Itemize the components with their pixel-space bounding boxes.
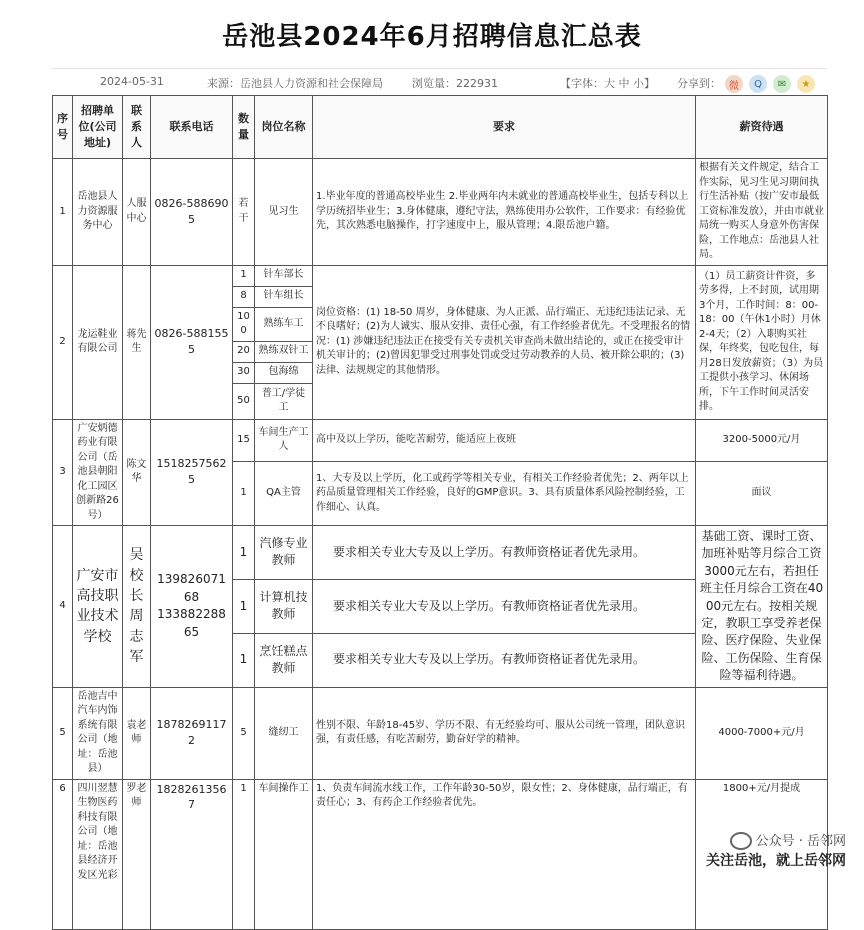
header-company: 招聘单位(公司地址): [73, 96, 123, 159]
position-name: 包海绵: [255, 362, 313, 383]
salary-text: 基础工资、课时工资、加班补贴等月综合工资3000元左右，若担任班主任月综合工资在4000元左右。按相关规定，教职工享受养老保险、医疗保险、失业保险、工伤保险、生育保险等福利待遇。: [696, 526, 828, 688]
requirement-text: 岗位资格：(1) 18-50 周岁，身体健康、为人正派、品行端正、无违纪违法记录、无不良嗜好；(2)为人诚实、服从安排、责任心强，有工作经验者优先。不受理报名的情况：(1) 涉嫌违纪违法正在接受有关专责机关审查尚未做出结论的，或正在接受审计机关审计的；(2)曾因犯罪受过刑事处罚或受过劳动教养的人员、被开除公职的；(3)法律、法规规定的其他情形。: [313, 265, 696, 419]
header-salary: 薪资待遇: [696, 96, 828, 159]
company-name: 四川翌慧生物医药科技有限公司（地址：岳池县经济开发区光彩: [73, 779, 123, 929]
position-count: 1: [233, 633, 255, 687]
requirement-text: 1、大专及以上学历，化工或药学等相关专业，有相关工作经验者优先；2、两年以上药品质量管理相关工作经验，良好的GMP意识。3、具有质量体系风险控制经验，工作细心、认真。: [313, 462, 696, 526]
salary-text: （1）员工薪资计件资，多劳多得，上不封顶，试用期3个月，工作时间：8：00-18：00（午休1小时）月休2-4天；（2）入职购买社保，年终奖，包吃包住，每月28日发放薪资；（3）为员工提供小孩学习、休闲场所，下午工作时间灵活安排。: [696, 265, 828, 419]
wechat-icon[interactable]: ✉: [773, 75, 791, 93]
source-text: 来源：岳池县人力资源和社会保障局: [207, 77, 383, 90]
watermark: [706, 830, 846, 871]
position-name: 熟练双针工: [255, 341, 313, 362]
contact-person: 蒋先生: [123, 265, 151, 419]
table-row: [53, 526, 828, 580]
requirement-text: 要求相关专业大专及以上学历。有教师资格证者优先录用。: [313, 526, 696, 580]
salary-text: 面议: [696, 462, 828, 526]
position-count: 5: [233, 687, 255, 779]
wechat-official-account-icon: [730, 832, 752, 850]
contact-phone: 18282613567: [151, 779, 233, 929]
position-name: 针车组长: [255, 286, 313, 307]
contact-phone: [151, 526, 233, 688]
header-contact: 联系人: [123, 96, 151, 159]
position-count: 1: [233, 462, 255, 526]
contact-phone: 15182575625: [151, 419, 233, 526]
position-count: 100: [233, 307, 255, 341]
position-name: 熟练车工: [255, 307, 313, 341]
position-name: 车间生产工人: [255, 419, 313, 462]
position-name: 汽修专业教师: [255, 526, 313, 580]
row-no: 2: [53, 265, 73, 419]
contact-person: 人服中心: [123, 159, 151, 266]
row-no: 4: [53, 526, 73, 688]
position-name: 普工/学徒工: [255, 383, 313, 419]
requirement-text: 高中及以上学历，能吃苦耐劳，能适应上夜班: [313, 419, 696, 462]
position-count: 30: [233, 362, 255, 383]
position-count: 若干: [233, 159, 255, 266]
position-name: 见习生: [255, 159, 313, 266]
position-name: 针车部长: [255, 265, 313, 286]
table-row: [53, 419, 828, 462]
salary-text: 1800+元/月提成: [696, 779, 828, 929]
contact-person: 陈文华: [123, 419, 151, 526]
position-count: 8: [233, 286, 255, 307]
publish-date: 2024-05-31: [100, 75, 164, 88]
position-name: QA主管: [255, 462, 313, 526]
share-label: 分享到：: [677, 77, 721, 90]
position-count: 1: [233, 265, 255, 286]
requirement-text: 要求相关专业大专及以上学历。有教师资格证者优先录用。: [313, 633, 696, 687]
font-size-selector[interactable]: 【字体：大 中 小】: [560, 77, 655, 90]
watermark-line-1: 公众号 · 岳邻网: [706, 830, 846, 851]
company-name: 广安市高技职业技术学校: [73, 526, 123, 688]
position-name: 计算机技教师: [255, 579, 313, 633]
position-count: 20: [233, 341, 255, 362]
contact-phone-2: 13388228865: [157, 607, 226, 639]
row-no: 1: [53, 159, 73, 266]
table-row: [53, 265, 828, 286]
contact-phone: 0826-5881555: [151, 265, 233, 419]
table-row: [53, 687, 828, 779]
favorite-icon[interactable]: ★: [797, 75, 815, 93]
table-row: [53, 159, 828, 266]
position-name: 缝纫工: [255, 687, 313, 779]
contact-person: 吴校长周志军: [123, 526, 151, 688]
header-no: 序号: [53, 96, 73, 159]
page-title: 岳池县2024年6月招聘信息汇总表: [222, 22, 642, 52]
position-count: 1: [233, 579, 255, 633]
requirement-text: 性别不限、年龄18-45岁、学历不限、有无经验均可、服从公司统一管理，团队意识强，有责任感，有吃苦耐劳，勤奋好学的精神。: [313, 687, 696, 779]
requirement-text: 1、负责车间流水线工作，工作年龄30-50岁，限女性；2、身体健康，品行端正，有责任心；3、有药企工作经验者优先。: [313, 779, 696, 929]
contact-phone-1: 13982607168: [157, 572, 226, 604]
company-name: 龙运鞋业有限公司: [73, 265, 123, 419]
requirement-text: 1.毕业年度的普通高校毕业生 2.毕业两年内未就业的普通高校毕业生，包括专科以上学历统招毕业生；3.身体健康，遵纪守法，熟练使用办公软件，工作要求：有经验优先，其次熟悉电脑操作，打字速度中上，服从管理；4.限岳池户籍。: [313, 159, 696, 266]
header-count: 数量: [233, 96, 255, 159]
row-no: 3: [53, 419, 73, 526]
salary-text: 3200-5000元/月: [696, 419, 828, 462]
article-meta-bar: [52, 68, 827, 95]
view-count: 浏览量：222931: [412, 77, 498, 90]
requirement-text: 要求相关专业大专及以上学历。有教师资格证者优先录用。: [313, 579, 696, 633]
contact-person: 袁老师: [123, 687, 151, 779]
company-name: 广安炳德药业有限公司（岳池县朝阳化工园区创新路26号）: [73, 419, 123, 526]
watermark-line-2: 关注岳池，就上岳邻网: [706, 853, 846, 869]
company-name: 岳池吉中汽车内饰系统有限公司（地址：岳池县）: [73, 687, 123, 779]
header-row: [53, 96, 828, 159]
position-name: 烹饪糕点教师: [255, 633, 313, 687]
header-requirement: 要求: [313, 96, 696, 159]
row-no: 6: [53, 779, 73, 929]
recruitment-table: [52, 95, 828, 930]
contact-phone: 18782691172: [151, 687, 233, 779]
contact-phone: 0826-5886905: [151, 159, 233, 266]
position-count: 15: [233, 419, 255, 462]
position-count: 50: [233, 383, 255, 419]
header-position: 岗位名称: [255, 96, 313, 159]
position-name: 车间操作工: [255, 779, 313, 929]
position-count: 1: [233, 779, 255, 929]
weibo-icon[interactable]: 微: [725, 75, 743, 93]
qq-icon[interactable]: Q: [749, 75, 767, 93]
position-count: 1: [233, 526, 255, 580]
salary-text: 根据有关文件规定，结合工作实际，见习生见习期间执行生活补贴（按广安市最低工资标准发放），并由市就业局统一购买人身意外伤害保险，工作地点：岳池县人社局。: [696, 159, 828, 266]
company-name: 岳池县人力资源服务中心: [73, 159, 123, 266]
salary-text: 4000-7000+元/月: [696, 687, 828, 779]
header-phone: 联系电话: [151, 96, 233, 159]
contact-person: 罗老师: [123, 779, 151, 929]
row-no: 5: [53, 687, 73, 779]
